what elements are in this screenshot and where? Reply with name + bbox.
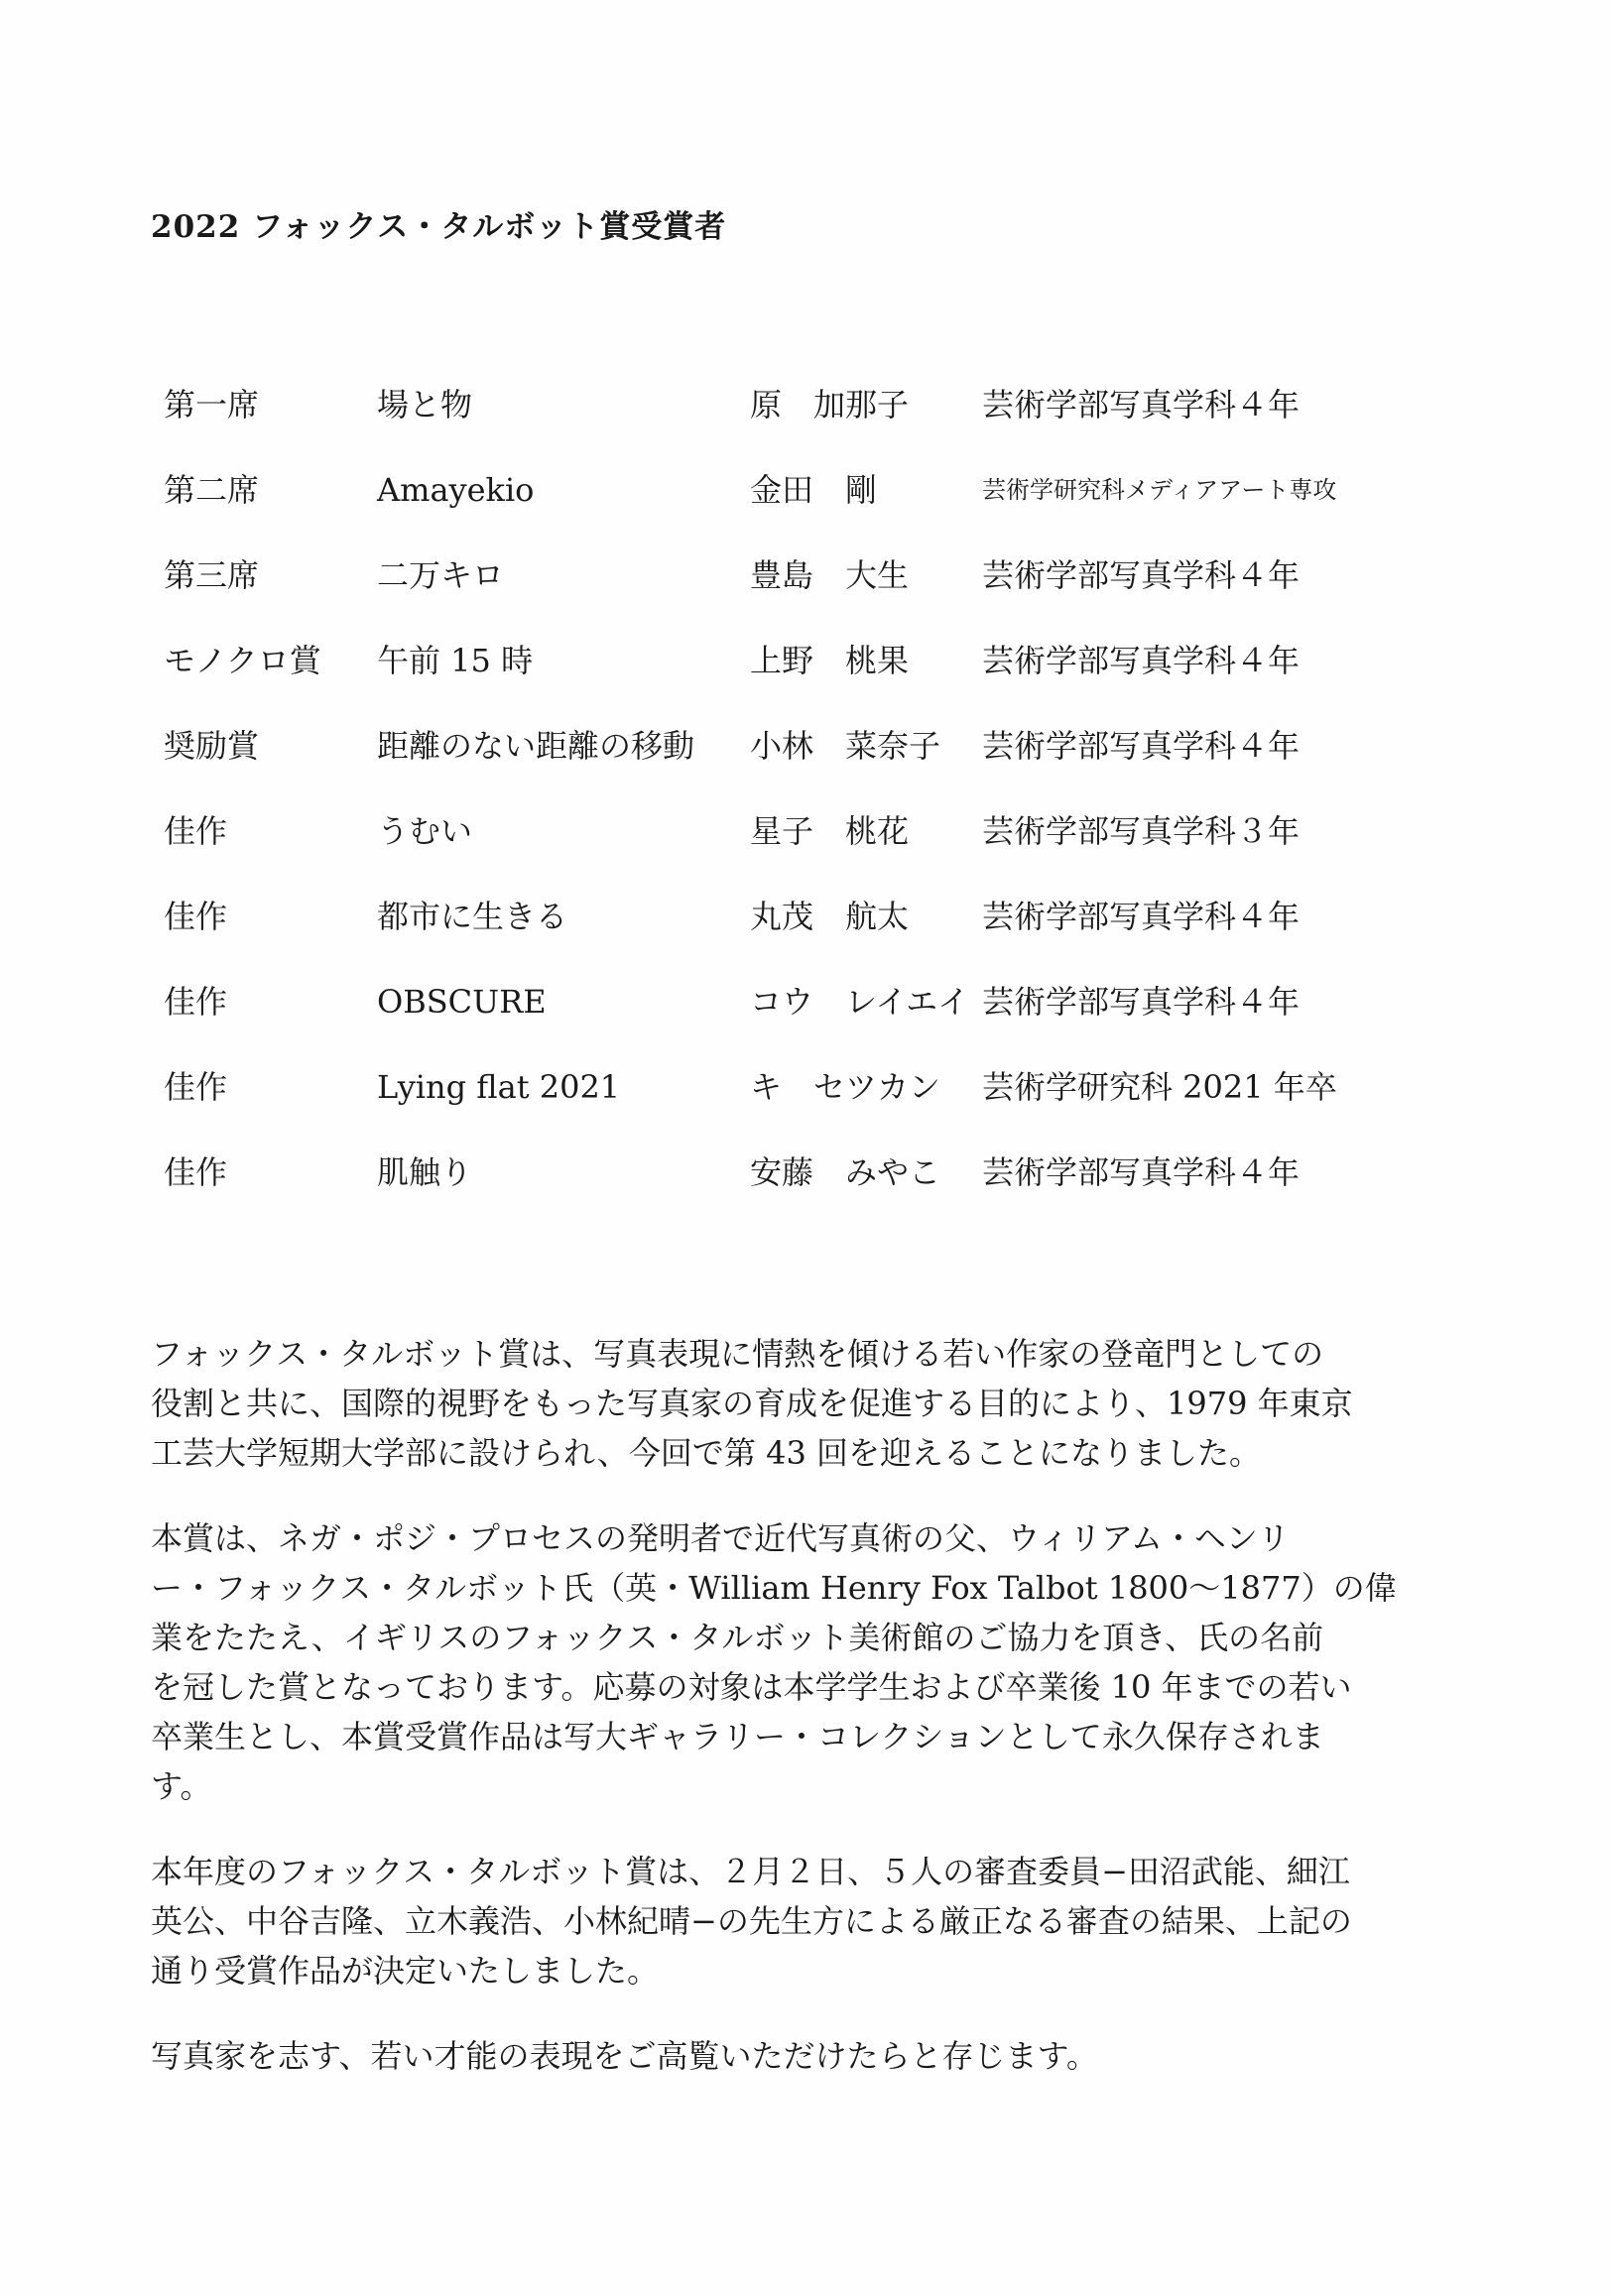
winner-department: 芸術学部写真学科４年: [982, 898, 1301, 935]
paragraph-line: フォックス・タルボット賞は、写真表現に情熱を傾ける若い作家の登竜門としての: [151, 1335, 1324, 1373]
work-title: Lying flat 2021: [377, 1068, 621, 1106]
winner-name: 金田 剛: [750, 471, 878, 509]
body-text: [151, 1329, 1470, 2116]
work-title: 肌触り: [377, 1153, 473, 1191]
award-category: 第二席: [164, 471, 260, 509]
winner-name: キ セツカン: [750, 1068, 941, 1106]
award-row: [0, 977, 1612, 1027]
winner-department: 芸術学部写真学科４年: [982, 556, 1301, 594]
award-row: [0, 465, 1612, 515]
paragraph-line: す。: [151, 1767, 212, 1805]
work-title: Amayekio: [377, 471, 535, 509]
winner-name: 丸茂 航太: [750, 898, 910, 935]
award-category: 奨励賞: [164, 727, 260, 765]
work-title: 二万キロ: [377, 556, 505, 594]
winner-department: 芸術学部写真学科４年: [982, 1153, 1301, 1191]
award-row: [0, 721, 1612, 771]
work-title: 都市に生きる: [377, 898, 568, 935]
award-category: 佳作: [164, 898, 228, 935]
body-paragraph: [151, 1329, 1470, 1478]
winner-department: 芸術学部写真学科４年: [982, 386, 1301, 423]
award-category: モノクロ賞: [164, 642, 321, 679]
winner-department: 芸術学部写真学科４年: [982, 727, 1301, 765]
paragraph-line: ー・フォックス・タルボット氏（英・William Henry Fox Talbot 1800〜1877）の偉: [151, 1569, 1397, 1607]
winner-department: 芸術学部写真学科４年: [982, 983, 1301, 1021]
body-paragraph: [151, 1513, 1470, 1811]
winner-name: 豊島 大生: [750, 556, 910, 594]
award-category: 佳作: [164, 1068, 228, 1106]
winner-department: 芸術学部写真学科４年: [982, 642, 1301, 679]
paragraph-line: 本賞は、ネガ・ポジ・プロセスの発明者で近代写真術の父、ウィリアム・ヘンリ: [151, 1519, 1290, 1557]
winner-department: 芸術学部写真学科３年: [982, 812, 1301, 850]
award-category: 第一席: [164, 386, 260, 423]
work-title: OBSCURE: [377, 983, 547, 1021]
work-title: うむい: [377, 812, 473, 850]
winner-department: 芸術学研究科 2021 年卒: [982, 1068, 1337, 1106]
paragraph-line: 写真家を志す、若い才能の表現をご高覧いただけたらと存じます。: [151, 2037, 1098, 2075]
winner-name: 星子 桃花: [750, 812, 910, 850]
work-title: 場と物: [377, 386, 473, 423]
award-category: 佳作: [164, 812, 228, 850]
award-category: 第三席: [164, 556, 260, 594]
winner-name: コウ レイエイ: [750, 983, 970, 1021]
winner-name: 安藤 みやこ: [750, 1153, 941, 1191]
award-row: [0, 636, 1612, 685]
award-category: 佳作: [164, 983, 228, 1021]
award-row: [0, 892, 1612, 941]
award-row: [0, 1148, 1612, 1197]
award-category: 佳作: [164, 1153, 228, 1191]
paragraph-line: 業をたたえ、イギリスのフォックス・タルボット美術館のご協力を頂き、氏の名前: [151, 1619, 1324, 1656]
award-row: [0, 550, 1612, 600]
paragraph-line: 工芸大学短期大学部に設けられ、今回で第 43 回を迎えることになりました。: [151, 1434, 1261, 1472]
paragraph-line: 役割と共に、国際的視野をもった写真家の育成を促進する目的により、1979 年東京: [151, 1385, 1353, 1422]
document-title: 2022 フォックス・タルボット賞受賞者: [151, 209, 727, 245]
paragraph-line: 英公、中谷吉隆、立木義浩、小林紀晴−の先生方による厳正なる審査の結果、上記の: [151, 1902, 1352, 1940]
award-row: [0, 806, 1612, 856]
paragraph-line: 本年度のフォックス・タルボット賞は、２月２日、５人の審査委員−田沼武能、細江: [151, 1853, 1350, 1890]
work-title: 午前 15 時: [377, 642, 534, 679]
winner-name: 上野 桃果: [750, 642, 910, 679]
winner-name: 原 加那子: [750, 386, 910, 423]
work-title: 距離のない距離の移動: [377, 727, 695, 765]
winner-department: 芸術学研究科メディアアート専攻: [982, 476, 1337, 504]
paragraph-line: を冠した賞となっております。応募の対象は本学学生および卒業後 10 年までの若い: [151, 1668, 1352, 1706]
paragraph-line: 卒業生とし、本賞受賞作品は写大ギャラリー・コレクションとして永久保存されま: [151, 1718, 1324, 1755]
paragraph-line: 通り受賞作品が決定いたしました。: [151, 1952, 660, 1990]
body-paragraph: [151, 2031, 1470, 2081]
award-row: [0, 380, 1612, 429]
award-row: [0, 1062, 1612, 1112]
winner-name: 小林 菜奈子: [750, 727, 941, 765]
body-paragraph: [151, 1847, 1470, 1995]
